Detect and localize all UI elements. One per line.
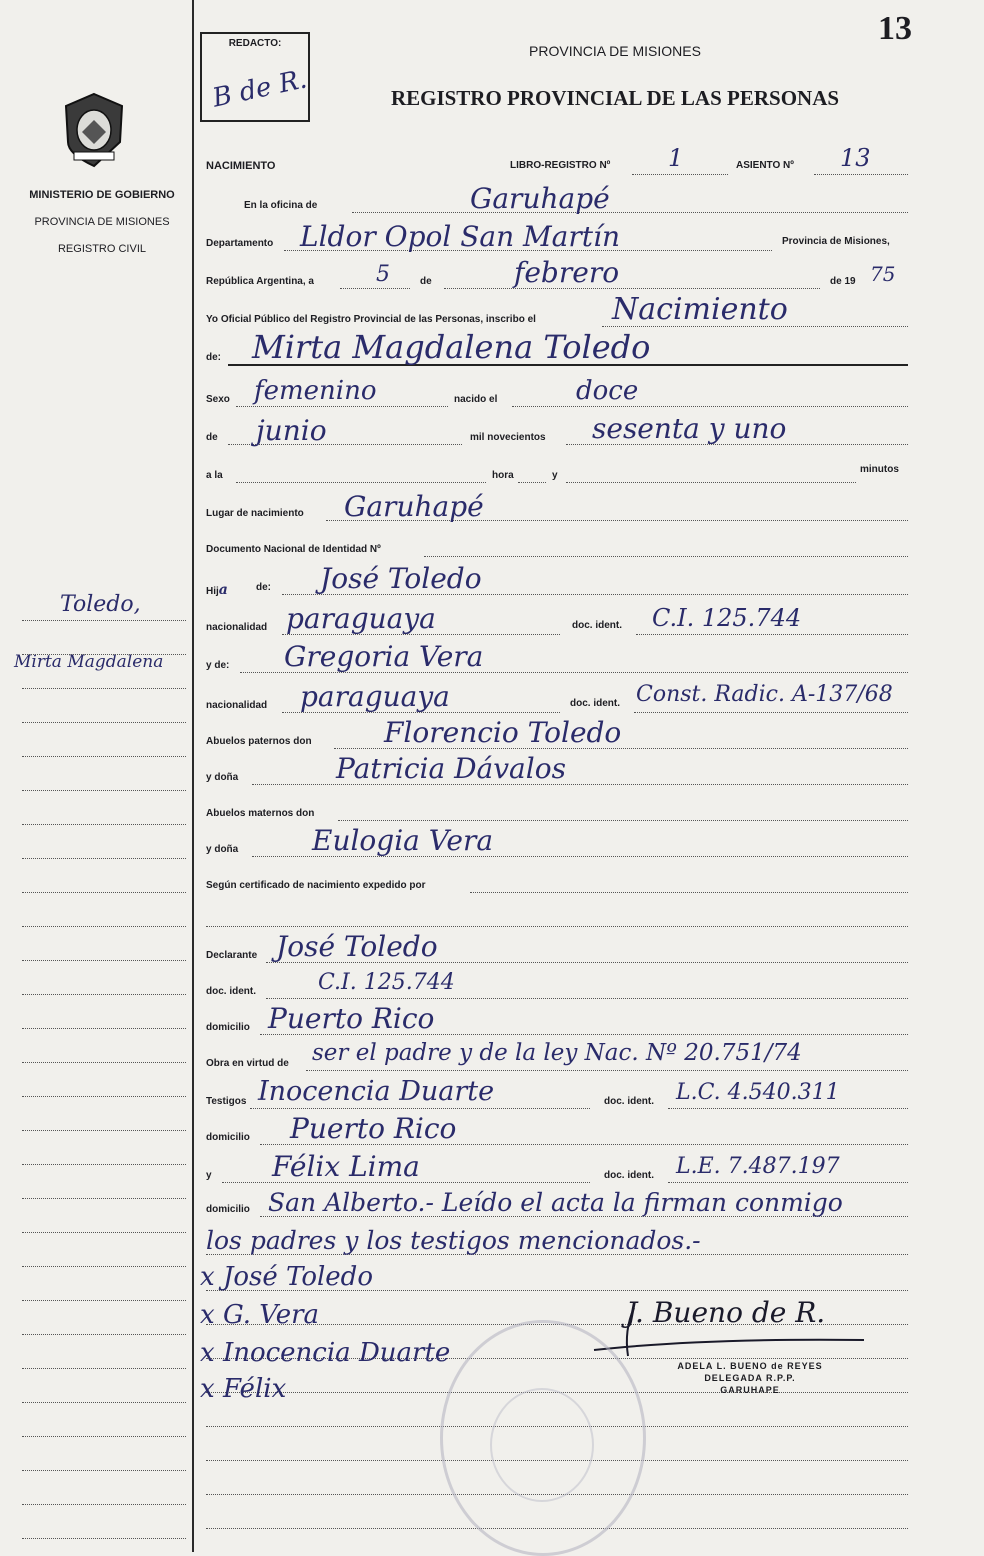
abuela-m-value: Eulogia Vera xyxy=(312,824,494,857)
domicilio-t2-label: domicilio xyxy=(206,1204,250,1215)
doc-madre-value: Const. Radic. A-137/68 xyxy=(636,682,893,707)
hora-label: hora xyxy=(492,470,514,481)
domicilio-decl-value: Puerto Rico xyxy=(268,1002,435,1035)
abuelo-m-rule xyxy=(338,820,908,821)
nacido-label: nacido el xyxy=(454,394,498,405)
doc-padre-value: C.I. 125.744 xyxy=(652,604,802,632)
sig-3-wrap: x Inocencia Duarte xyxy=(200,1338,451,1368)
redacto-value: B de R. xyxy=(209,64,310,114)
nac-padre-value: paraguaya xyxy=(286,602,436,635)
domicilio-t1-label: domicilio xyxy=(206,1132,250,1143)
nac-madre-value: paraguaya xyxy=(300,680,450,713)
margin-rule-line xyxy=(22,688,186,689)
certificado-rule-2 xyxy=(206,926,908,927)
oficial-label: Yo Oficial Público del Registro Provincial de las Personas, inscribo el xyxy=(206,314,536,325)
asiento-value: 13 xyxy=(840,144,871,172)
asiento-label: ASIENTO Nº xyxy=(736,160,794,171)
page-number: 13 xyxy=(878,10,912,47)
abuelos-maternos-label: Abuelos maternos don xyxy=(206,808,315,819)
dia-value: 5 xyxy=(376,262,390,287)
margin-rule-line xyxy=(22,960,186,961)
margin-rule-line xyxy=(22,1096,186,1097)
doc-t2-value: L.E. 7.487.197 xyxy=(676,1154,840,1179)
doc-t1-value: L.C. 4.540.311 xyxy=(676,1080,840,1105)
margin-rule-line xyxy=(22,1198,186,1199)
lugar-value: Garuhapé xyxy=(344,490,484,523)
dni-rule xyxy=(424,556,908,557)
doc-madre-label: doc. ident. xyxy=(570,698,620,709)
testigo1-value: Inocencia Duarte xyxy=(258,1076,495,1107)
abuelos-paternos-label: Abuelos paternos don xyxy=(206,736,312,747)
doc-declarante-label: doc. ident. xyxy=(206,986,256,997)
padre-value: José Toledo xyxy=(320,562,482,595)
margin-rule-line xyxy=(22,756,186,757)
margin-rule-line xyxy=(22,892,186,893)
doc-t2-rule xyxy=(668,1182,908,1183)
stamp-line-3: GARUHAPE xyxy=(720,1385,780,1395)
margin-rule-line xyxy=(22,1028,186,1029)
declarante-label: Declarante xyxy=(206,950,258,961)
y-label: y xyxy=(552,470,558,481)
margin-rule-line xyxy=(22,1232,186,1233)
abuela-p-value: Patricia Dávalos xyxy=(336,752,566,785)
doc-t1-rule xyxy=(668,1108,908,1109)
nac-padre-label: nacionalidad xyxy=(206,622,268,633)
madre-value: Gregoria Vera xyxy=(284,640,484,673)
hija-label xyxy=(206,582,228,598)
doc-madre-rule xyxy=(634,712,908,713)
hora2-rule xyxy=(518,482,546,483)
margin-given-names: Mirta Magdalena xyxy=(14,652,164,672)
mes-nac-value: junio xyxy=(256,414,327,447)
y-dona-label-1: y doña xyxy=(206,772,239,783)
margin-rule-line xyxy=(22,1436,186,1437)
redacto-box xyxy=(200,32,310,122)
sig-1-wrap: x José Toledo xyxy=(200,1262,373,1292)
libro-rule xyxy=(632,174,728,175)
departamento-value: Lldor Opol San Martín xyxy=(300,220,621,253)
province-heading: PROVINCIA DE MISIONES xyxy=(529,43,701,59)
margin-rule-line xyxy=(22,1062,186,1063)
coat-of-arms-emblem xyxy=(60,92,128,168)
nacimiento-label: NACIMIENTO xyxy=(206,160,276,172)
republica-label: República Argentina, a xyxy=(206,276,314,287)
doc-t1-label: doc. ident. xyxy=(604,1096,654,1107)
certificado-label: Según certificado de nacimiento expedido por xyxy=(206,880,426,891)
testigo2-value: Félix Lima xyxy=(272,1150,420,1183)
dia-nac-value: doce xyxy=(576,376,639,406)
registry-title: REGISTRO PROVINCIAL DE LAS PERSONAS xyxy=(390,86,840,110)
libro-value: 1 xyxy=(668,144,684,172)
stamp-line-1: ADELA L. BUENO de REYES xyxy=(677,1361,823,1371)
dia-nac-rule xyxy=(512,406,908,407)
domicilio-decl-label: domicilio xyxy=(206,1022,250,1033)
margin-rule-line xyxy=(22,994,186,995)
dni-label: Documento Nacional de Identidad Nº xyxy=(206,544,381,555)
margin-rule-line xyxy=(22,1402,186,1403)
margin-divider xyxy=(192,0,194,1552)
doc-padre-rule xyxy=(636,634,908,635)
margin-rule-line xyxy=(22,1504,186,1505)
hija-suffix: a xyxy=(218,582,228,598)
doc-declarante-rule xyxy=(266,998,908,999)
doc-t2-label: doc. ident. xyxy=(604,1170,654,1181)
margin-rule-line xyxy=(22,654,186,655)
signature-madre: G. Vera xyxy=(222,1300,320,1330)
obra-rule xyxy=(306,1070,908,1071)
margin-rule-line xyxy=(22,1368,186,1369)
official-stamp xyxy=(640,1360,860,1396)
domicilio-t2-value: San Alberto.- Leído el acta la firman conmigo xyxy=(268,1188,843,1217)
de-nombre-label: de: xyxy=(206,352,221,363)
y-testigo2-label: y xyxy=(206,1170,212,1181)
margin-rule-line xyxy=(22,1266,186,1267)
signature-official: J. Bueno de R. xyxy=(626,1296,826,1329)
ministry-line-3: REGISTRO CIVIL xyxy=(57,243,147,255)
margin-rule-line xyxy=(22,824,186,825)
margin-rule-line xyxy=(22,1470,186,1471)
margin-rule-line xyxy=(22,1538,186,1539)
sig-4-wrap: x Félix xyxy=(200,1374,287,1404)
anio-nac-value: sesenta y uno xyxy=(592,412,787,445)
sexo-value: femenino xyxy=(254,376,377,406)
dia-rule xyxy=(340,288,410,289)
nac-madre-label: nacionalidad xyxy=(206,700,268,711)
redacto-label: REDACTO: xyxy=(228,38,282,49)
departamento-label: Departamento xyxy=(206,238,274,249)
closing-value: los padres y los testigos mencionados.- xyxy=(206,1226,701,1255)
registry-seal-inner xyxy=(490,1388,594,1502)
signature-testigo-1: Inocencia Duarte xyxy=(222,1338,451,1368)
lugar-label: Lugar de nacimiento xyxy=(206,508,304,519)
minutos-rule xyxy=(566,482,856,483)
y-de-label: y de: xyxy=(206,660,230,671)
margin-rule-line xyxy=(22,858,186,859)
margin-rule-line xyxy=(22,1164,186,1165)
margin-surname: Toledo, xyxy=(60,592,141,617)
de-label-2: de xyxy=(206,432,218,443)
obra-value: ser el padre y de la ley Nac. Nº 20.751/74 xyxy=(312,1040,802,1066)
margin-rule-line xyxy=(22,1130,186,1131)
mes-rule xyxy=(444,288,820,289)
oficina-value: Garuhapé xyxy=(470,182,610,215)
mil-label: mil novecientos xyxy=(470,432,546,443)
stamp-line-2: DELEGADA R.P.P. xyxy=(704,1373,796,1383)
oficina-rule xyxy=(352,212,908,213)
testigos-label: Testigos xyxy=(206,1096,247,1107)
provincia-label: Provincia de Misiones, xyxy=(782,236,890,247)
y-dona-label-2: y doña xyxy=(206,844,239,855)
signature-testigo-2: Félix xyxy=(222,1374,287,1404)
domicilio-t1-value: Puerto Rico xyxy=(290,1112,457,1145)
asiento-rule xyxy=(814,174,908,175)
minutos-label: minutos xyxy=(860,464,899,475)
de-label-1: de xyxy=(420,276,432,287)
nombre-value: Mirta Magdalena Toledo xyxy=(252,328,651,366)
doc-declarante-value: C.I. 125.744 xyxy=(318,970,455,995)
ministry-header xyxy=(18,182,186,263)
margin-rule-line xyxy=(22,1300,186,1301)
sexo-label: Sexo xyxy=(206,394,230,405)
margin-rule-line xyxy=(22,790,186,791)
sig-2-wrap: x G. Vera xyxy=(200,1300,320,1330)
a-la-label: a la xyxy=(206,470,223,481)
anio-label: de 19 xyxy=(830,276,856,287)
libro-label: LIBRO-REGISTRO Nº xyxy=(510,160,611,171)
margin-rule-line xyxy=(22,620,186,621)
ministry-line-2: PROVINCIA DE MISIONES xyxy=(34,216,170,228)
mes-value: febrero xyxy=(514,256,620,289)
abuelo-p-value: Florencio Toledo xyxy=(384,716,622,749)
signature-declarante: José Toledo xyxy=(222,1262,373,1292)
obra-label: Obra en virtud de xyxy=(206,1058,289,1069)
hija-prefix: Hij xyxy=(206,586,219,597)
margin-rule-line xyxy=(22,1334,186,1335)
anio-value: 75 xyxy=(870,262,896,286)
hora-rule xyxy=(236,482,486,483)
margin-rule-line xyxy=(22,926,186,927)
oficina-label: En la oficina de xyxy=(244,200,318,211)
acta-value: Nacimiento xyxy=(612,292,788,327)
certificado-rule xyxy=(470,892,908,893)
testigo1-rule xyxy=(250,1108,590,1109)
sexo-rule xyxy=(236,406,448,407)
doc-padre-label: doc. ident. xyxy=(572,620,622,631)
ministry-line-1: MINISTERIO DE GOBIERNO xyxy=(29,189,175,201)
hija-de-label: de: xyxy=(256,582,271,593)
margin-rule-line xyxy=(22,722,186,723)
declarante-value: José Toledo xyxy=(276,930,438,963)
